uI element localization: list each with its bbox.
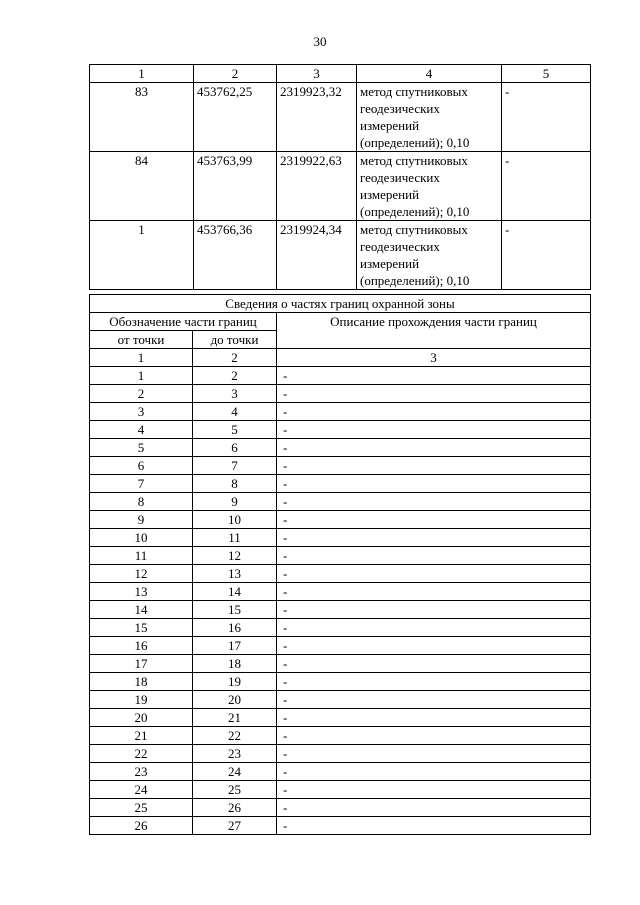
boundary-part-row xyxy=(90,475,591,493)
boundary-part-row xyxy=(90,493,591,511)
designation-header: Обозначение части границ xyxy=(90,313,277,331)
from-point: 1 xyxy=(90,367,193,385)
from-point: 4 xyxy=(90,421,193,439)
to-point: 11 xyxy=(193,529,277,547)
to-point: 14 xyxy=(193,583,277,601)
part-description: - xyxy=(277,691,591,709)
coordinate-x: 453762,25 xyxy=(194,83,277,152)
parts-table-header-row xyxy=(90,313,591,331)
part-description: - xyxy=(277,421,591,439)
part-description: - xyxy=(277,673,591,691)
part-description: - xyxy=(277,547,591,565)
part-description: - xyxy=(277,583,591,601)
from-point: 22 xyxy=(90,745,193,763)
from-point: 3 xyxy=(90,403,193,421)
from-point-header: от точки xyxy=(90,331,193,349)
point-row xyxy=(90,152,591,221)
points-table-header xyxy=(90,65,591,83)
to-point: 10 xyxy=(193,511,277,529)
to-point: 2 xyxy=(193,367,277,385)
to-point: 22 xyxy=(193,727,277,745)
boundary-part-row xyxy=(90,547,591,565)
boundary-part-row xyxy=(90,655,591,673)
from-point: 15 xyxy=(90,619,193,637)
column-number: 1 xyxy=(90,349,193,367)
from-point: 26 xyxy=(90,817,193,835)
boundary-part-row xyxy=(90,529,591,547)
part-description: - xyxy=(277,529,591,547)
boundary-part-row xyxy=(90,601,591,619)
part-description: - xyxy=(277,511,591,529)
from-point: 24 xyxy=(90,781,193,799)
to-point: 12 xyxy=(193,547,277,565)
point-number: 83 xyxy=(90,83,194,152)
part-description: - xyxy=(277,745,591,763)
from-point: 2 xyxy=(90,385,193,403)
boundary-part-row xyxy=(90,673,591,691)
part-description: - xyxy=(277,439,591,457)
from-point: 18 xyxy=(90,673,193,691)
part-description: - xyxy=(277,727,591,745)
from-point: 6 xyxy=(90,457,193,475)
to-point: 3 xyxy=(193,385,277,403)
header-cell: 2 xyxy=(194,65,277,83)
boundary-part-row xyxy=(90,439,591,457)
boundary-parts-table xyxy=(89,294,591,835)
coordinate-y: 2319923,32 xyxy=(277,83,357,152)
part-description: - xyxy=(277,799,591,817)
point-number: 84 xyxy=(90,152,194,221)
parts-table-column-numbers xyxy=(90,349,591,367)
boundary-part-row xyxy=(90,727,591,745)
part-description: - xyxy=(277,565,591,583)
to-point: 26 xyxy=(193,799,277,817)
part-description: - xyxy=(277,385,591,403)
to-point: 15 xyxy=(193,601,277,619)
boundary-part-row xyxy=(90,583,591,601)
part-description: - xyxy=(277,457,591,475)
from-point: 13 xyxy=(90,583,193,601)
from-point: 20 xyxy=(90,709,193,727)
boundary-part-row xyxy=(90,367,591,385)
from-point: 23 xyxy=(90,763,193,781)
to-point: 9 xyxy=(193,493,277,511)
from-point: 5 xyxy=(90,439,193,457)
part-description: - xyxy=(277,493,591,511)
point-number: 1 xyxy=(90,221,194,290)
boundary-part-row xyxy=(90,745,591,763)
boundary-part-row xyxy=(90,511,591,529)
boundary-part-row xyxy=(90,691,591,709)
from-point: 11 xyxy=(90,547,193,565)
to-point: 19 xyxy=(193,673,277,691)
boundary-part-row xyxy=(90,403,591,421)
to-point: 23 xyxy=(193,745,277,763)
boundary-part-row xyxy=(90,781,591,799)
boundary-part-row xyxy=(90,763,591,781)
boundary-part-row xyxy=(90,457,591,475)
to-point: 7 xyxy=(193,457,277,475)
parts-table-title-row xyxy=(90,295,591,313)
from-point: 10 xyxy=(90,529,193,547)
from-point: 16 xyxy=(90,637,193,655)
points-table xyxy=(89,64,591,290)
header-cell: 1 xyxy=(90,65,194,83)
part-description: - xyxy=(277,475,591,493)
determination-method: метод спутниковых геодезических измерений (определений); 0,10 xyxy=(357,83,502,152)
to-point: 13 xyxy=(193,565,277,583)
part-description: - xyxy=(277,709,591,727)
boundary-part-row xyxy=(90,619,591,637)
header-cell: 4 xyxy=(357,65,502,83)
to-point: 17 xyxy=(193,637,277,655)
coordinate-x: 453763,99 xyxy=(194,152,277,221)
to-point: 4 xyxy=(193,403,277,421)
from-point: 9 xyxy=(90,511,193,529)
from-point: 12 xyxy=(90,565,193,583)
coordinate-y: 2319922,63 xyxy=(277,152,357,221)
point-note: - xyxy=(502,152,591,221)
to-point-header: до точки xyxy=(193,331,277,349)
boundary-part-row xyxy=(90,799,591,817)
point-row xyxy=(90,221,591,290)
part-description: - xyxy=(277,781,591,799)
determination-method: метод спутниковых геодезических измерений (определений); 0,10 xyxy=(357,152,502,221)
from-point: 8 xyxy=(90,493,193,511)
boundary-part-row xyxy=(90,421,591,439)
boundary-part-row xyxy=(90,385,591,403)
boundary-part-row xyxy=(90,709,591,727)
column-number: 3 xyxy=(277,349,591,367)
determination-method: метод спутниковых геодезических измерений (определений); 0,10 xyxy=(357,221,502,290)
part-description: - xyxy=(277,817,591,835)
from-point: 17 xyxy=(90,655,193,673)
part-description: - xyxy=(277,367,591,385)
to-point: 6 xyxy=(193,439,277,457)
header-cell: 5 xyxy=(502,65,591,83)
part-description: - xyxy=(277,655,591,673)
part-description: - xyxy=(277,619,591,637)
to-point: 16 xyxy=(193,619,277,637)
from-point: 25 xyxy=(90,799,193,817)
to-point: 8 xyxy=(193,475,277,493)
point-row xyxy=(90,83,591,152)
to-point: 21 xyxy=(193,709,277,727)
description-header: Описание прохождения части границ xyxy=(277,313,591,349)
to-point: 25 xyxy=(193,781,277,799)
parts-table-title: Сведения о частях границ охранной зоны xyxy=(90,295,591,313)
to-point: 20 xyxy=(193,691,277,709)
to-point: 27 xyxy=(193,817,277,835)
page-number: 30 xyxy=(313,34,327,49)
to-point: 18 xyxy=(193,655,277,673)
point-note: - xyxy=(502,83,591,152)
to-point: 24 xyxy=(193,763,277,781)
part-description: - xyxy=(277,403,591,421)
boundary-part-row xyxy=(90,637,591,655)
point-note: - xyxy=(502,221,591,290)
from-point: 21 xyxy=(90,727,193,745)
from-point: 14 xyxy=(90,601,193,619)
to-point: 5 xyxy=(193,421,277,439)
coordinate-y: 2319924,34 xyxy=(277,221,357,290)
part-description: - xyxy=(277,637,591,655)
boundary-part-row xyxy=(90,565,591,583)
column-number: 2 xyxy=(193,349,277,367)
part-description: - xyxy=(277,601,591,619)
boundary-part-row xyxy=(90,817,591,835)
from-point: 19 xyxy=(90,691,193,709)
from-point: 7 xyxy=(90,475,193,493)
header-cell: 3 xyxy=(277,65,357,83)
part-description: - xyxy=(277,763,591,781)
coordinate-x: 453766,36 xyxy=(194,221,277,290)
